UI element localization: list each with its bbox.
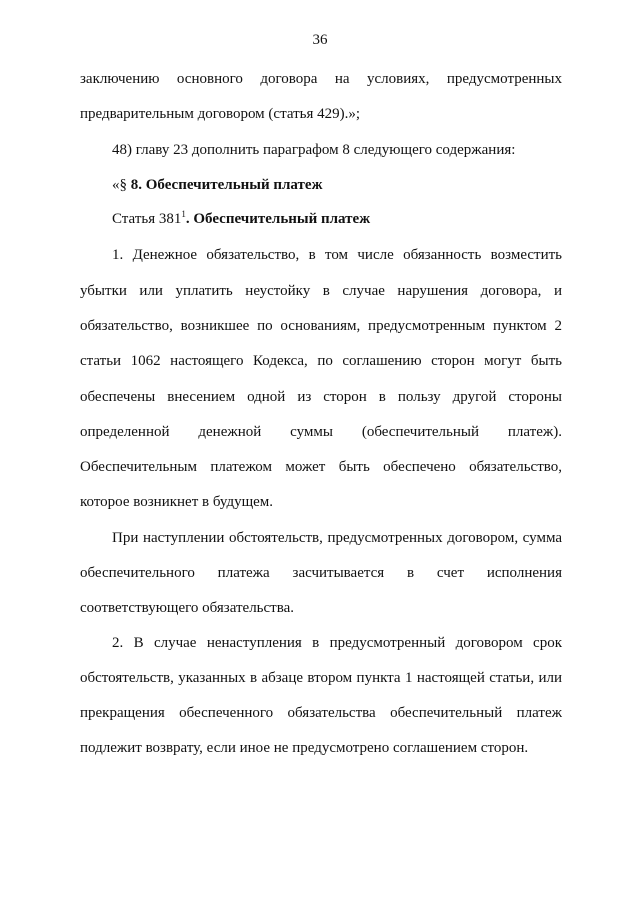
paragraph-line: статьи 1062 настоящего Кодекса, по соглашению сторон могут быть — [80, 353, 562, 369]
paragraph-line: которое возникнет в будущем. — [80, 494, 274, 510]
paragraph-line: обязательство, возникшее по основаниям, предусмотренным пунктом 2 — [80, 318, 562, 334]
paragraph-line: соответствующего обязательства. — [80, 600, 295, 616]
article-suffix: . — [185, 211, 194, 227]
paragraph-line: обстоятельств, указанных в абзаце втором пункта 1 настоящей статьи, или — [80, 670, 562, 686]
text-line: предварительным договором (статья 429).»; — [80, 106, 361, 122]
paragraph-line: 2. В случае ненаступления в предусмотренный договором срок — [112, 635, 562, 651]
paragraph-line: прекращения обеспеченного обязательства обеспечительный платеж — [80, 705, 562, 721]
amendment-item: 48) главу 23 дополнить параграфом 8 следующего содержания: — [112, 142, 516, 158]
paragraph-line: обеспечительного платежа засчитывается в счет исполнения — [80, 565, 562, 581]
article-superscript: 1 — [181, 209, 186, 219]
paragraph-line: подлежит возврату, если иное не предусмотрено соглашением сторон. — [80, 740, 529, 756]
section-prefix: «§ — [112, 177, 131, 193]
article-heading — [112, 209, 562, 229]
page-number: 36 — [312, 32, 328, 48]
paragraph-line: При наступлении обстоятельств, предусмотренных договором, сумма — [112, 530, 562, 546]
section-title: 8. Обеспечительный платеж — [130, 177, 323, 193]
paragraph-line: 1. Денежное обязательство, в том числе обязанность возместить — [112, 247, 562, 263]
article-prefix: Статья 381 — [112, 211, 182, 227]
article-title: Обеспечительный платеж — [193, 211, 371, 227]
paragraph-line: убытки или уплатить неустойку в случае нарушения договора, и — [80, 283, 562, 299]
paragraph-line: Обеспечительным платежом может быть обеспечено обязательство, — [80, 459, 562, 475]
text-line: заключению основного договора на условиях, предусмотренных — [80, 71, 562, 87]
section-heading — [112, 175, 562, 195]
paragraph-line: обеспечены внесением одной из сторон в пользу другой стороны — [80, 389, 562, 405]
paragraph-line: определенной денежной суммы (обеспечительный платеж). — [80, 424, 562, 440]
